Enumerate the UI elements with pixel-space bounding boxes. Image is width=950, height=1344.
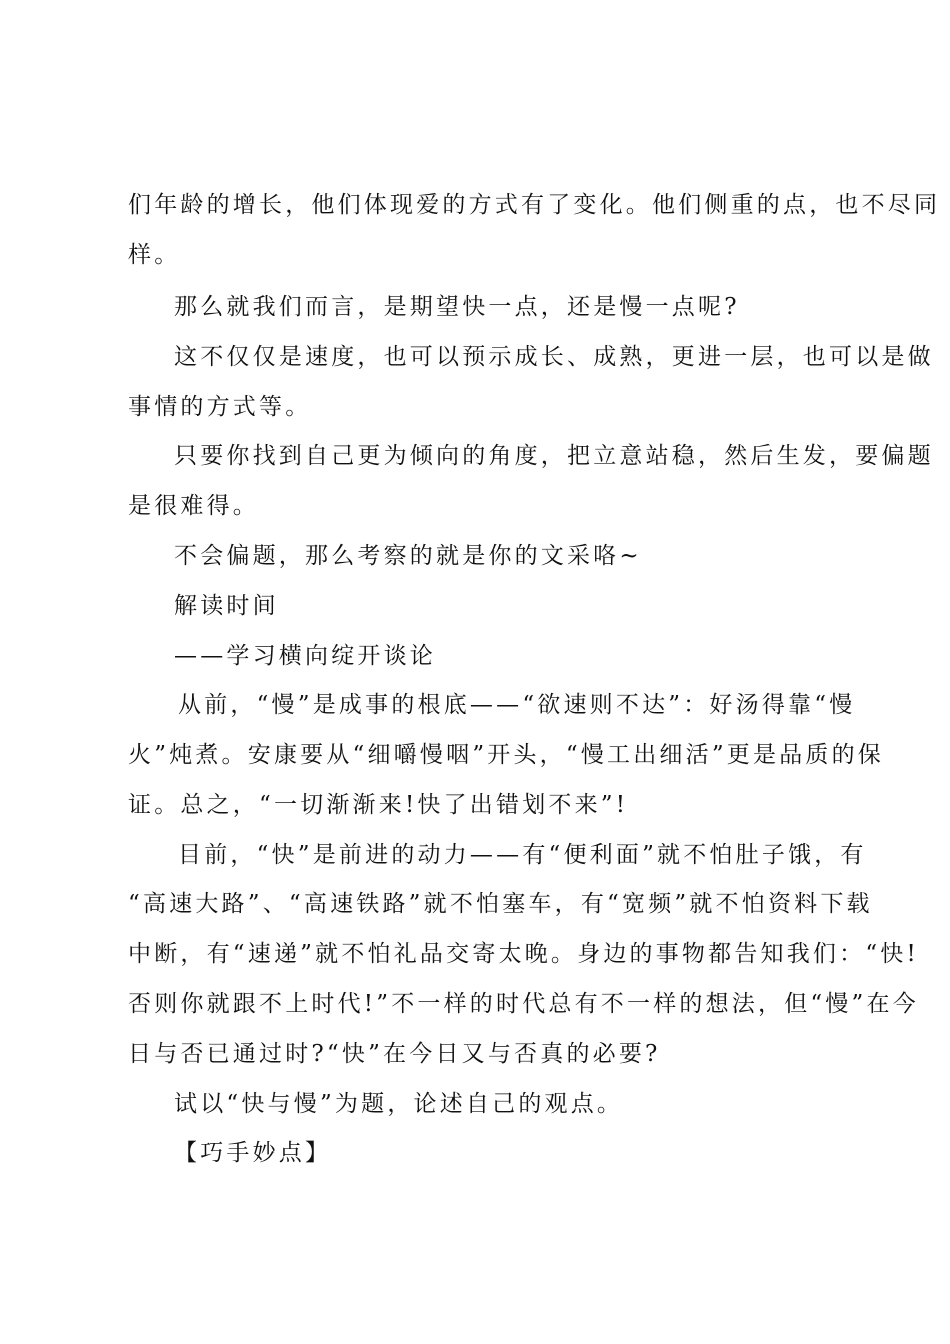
section-subheading: ——学习横向绽开谈论	[174, 643, 436, 669]
paragraph-line: 从前，“慢”是成事的根底——“欲速则不达”：好汤得靠“慢	[178, 692, 856, 718]
paragraph-line: 中断，有“速递”就不怕礼品交寄太晚。身边的事物都告知我们：“快!	[128, 941, 919, 967]
paragraph-line: 日与否已通过时?“快”在今日又与否真的必要?	[128, 1041, 661, 1067]
paragraph-line: 否则你就跟不上时代!”不一样的时代总有不一样的想法，但“慢”在今	[128, 991, 919, 1017]
paragraph-line: 目前，“快”是前进的动力——有“便利面”就不怕肚子饿，有	[178, 842, 867, 868]
section-heading: 【巧手妙点】	[174, 1140, 332, 1166]
paragraph-line: 只要你找到自己更为倾向的角度，把立意站稳，然后生发，要偏题	[174, 443, 934, 469]
paragraph-line: “高速大路”、“高速铁路”就不怕塞车，有“宽频”就不怕资料下载	[128, 891, 873, 917]
paragraph-line: 证。总之，“一切渐渐来!快了出错划不来”!	[128, 792, 629, 818]
section-heading: 解读时间	[174, 593, 279, 619]
paragraph-line: 这不仅仅是速度，也可以预示成长、成熟，更进一层，也可以是做	[174, 344, 934, 370]
paragraph-line: 火”炖煮。安康要从“细嚼慢咽”开头，“慢工出细活”更是品质的保	[128, 742, 884, 768]
paragraph-line: 是很难得。	[128, 493, 259, 519]
paragraph-line: 试以“快与慢”为题，论述自己的观点。	[174, 1091, 624, 1117]
paragraph-line: 那么就我们而言，是期望快一点，还是慢一点呢?	[174, 294, 740, 320]
paragraph-line: 事情的方式等。	[128, 394, 312, 420]
paragraph-line: 们年龄的增长，他们体现爱的方式有了变化。他们侧重的点，也不尽同	[128, 192, 941, 218]
paragraph-line: 样。	[128, 242, 181, 268]
paragraph-line: 不会偏题，那么考察的就是你的文采咯~	[174, 543, 642, 569]
